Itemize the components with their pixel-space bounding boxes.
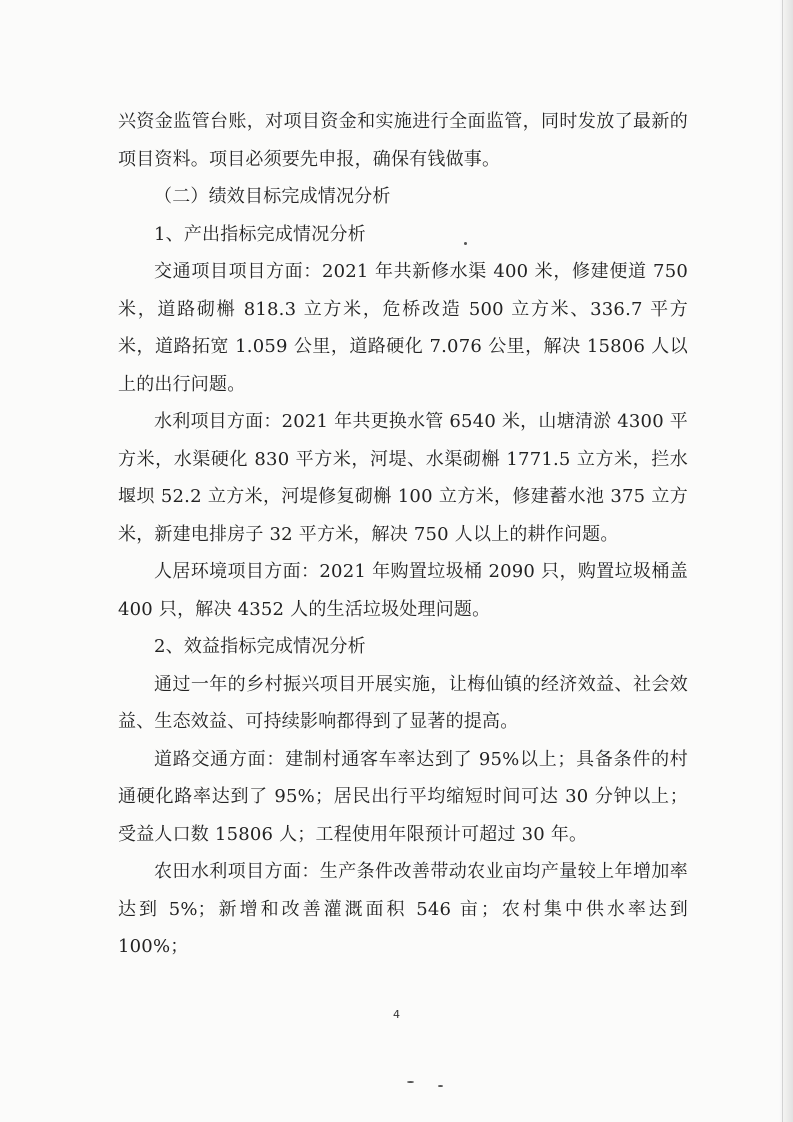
paragraph-benefits-overview: 通过一年的乡村振兴项目开展实施，让梅仙镇的经济效益、社会效益、生态效益、可持续影响都得到了显著的提高。 [118, 673, 688, 732]
subheading-output-indicators: 1、产出指标完成情况分析 [154, 223, 366, 245]
scan-speck [407, 1081, 414, 1083]
page-number: 4 [393, 1008, 400, 1021]
section-heading-performance-goals: （二）绩效目标完成情况分析 [154, 186, 391, 207]
subheading-benefit-indicators: 2、效益指标完成情况分析 [154, 636, 366, 657]
paragraph-road-transport: 道路交通方面：建制村通客车率达到了 95%以上；具备条件的村通硬化路率达到了 95%；居民出行平均缩短时间可达 30 分钟以上；受益人口数 15806 人；工程使用年限预计可超过 30 年。 [118, 748, 688, 845]
scan-edge-shadow [779, 0, 793, 1122]
paragraph-transport-projects: 交通项目项目方面：2021 年共新修水渠 400 米，修建便道 750 米，道路砌槲 818.3 立方米，危桥改造 500 立方米、336.7 平方米，道路拓宽 1.059 公里，道路硬化 7.076 公里，解决 15806 人以上的出行问题。 [118, 261, 688, 395]
scan-speck [464, 242, 467, 245]
paragraph-water-projects: 水利项目方面：2021 年共更换水管 6540 米，山塘清淤 4300 平方米，水渠硬化 830 平方米，河堤、水渠砌槲 1771.5 立方米，拦水堰坝 52.2 立方米，河堤修复砌槲 100 立方米，修建蓄水池 375 立方米，新建电排房子 32 平方米，解决 750 人以上的耕作问题。 [118, 411, 688, 545]
paragraph-living-environment: 人居环境项目方面：2021 年购置垃圾桶 2090 只，购置垃圾桶盖 400 只，解决 4352 人的生活垃圾处理问题。 [118, 561, 688, 620]
document-body [118, 103, 688, 966]
scan-speck [438, 1085, 443, 1087]
paragraph-farmland-water: 农田水利项目方面：生产条件改善带动农业亩均产量较上年增加率达到 5%；新增和改善灌溉面积 546 亩；农村集中供水率达到 100%； [118, 861, 688, 957]
paragraph-continuation: 兴资金监管台账，对项目资金和实施进行全面监管，同时发放了最新的项目资料。项目必须要先申报，确保有钱做事。 [118, 111, 688, 170]
